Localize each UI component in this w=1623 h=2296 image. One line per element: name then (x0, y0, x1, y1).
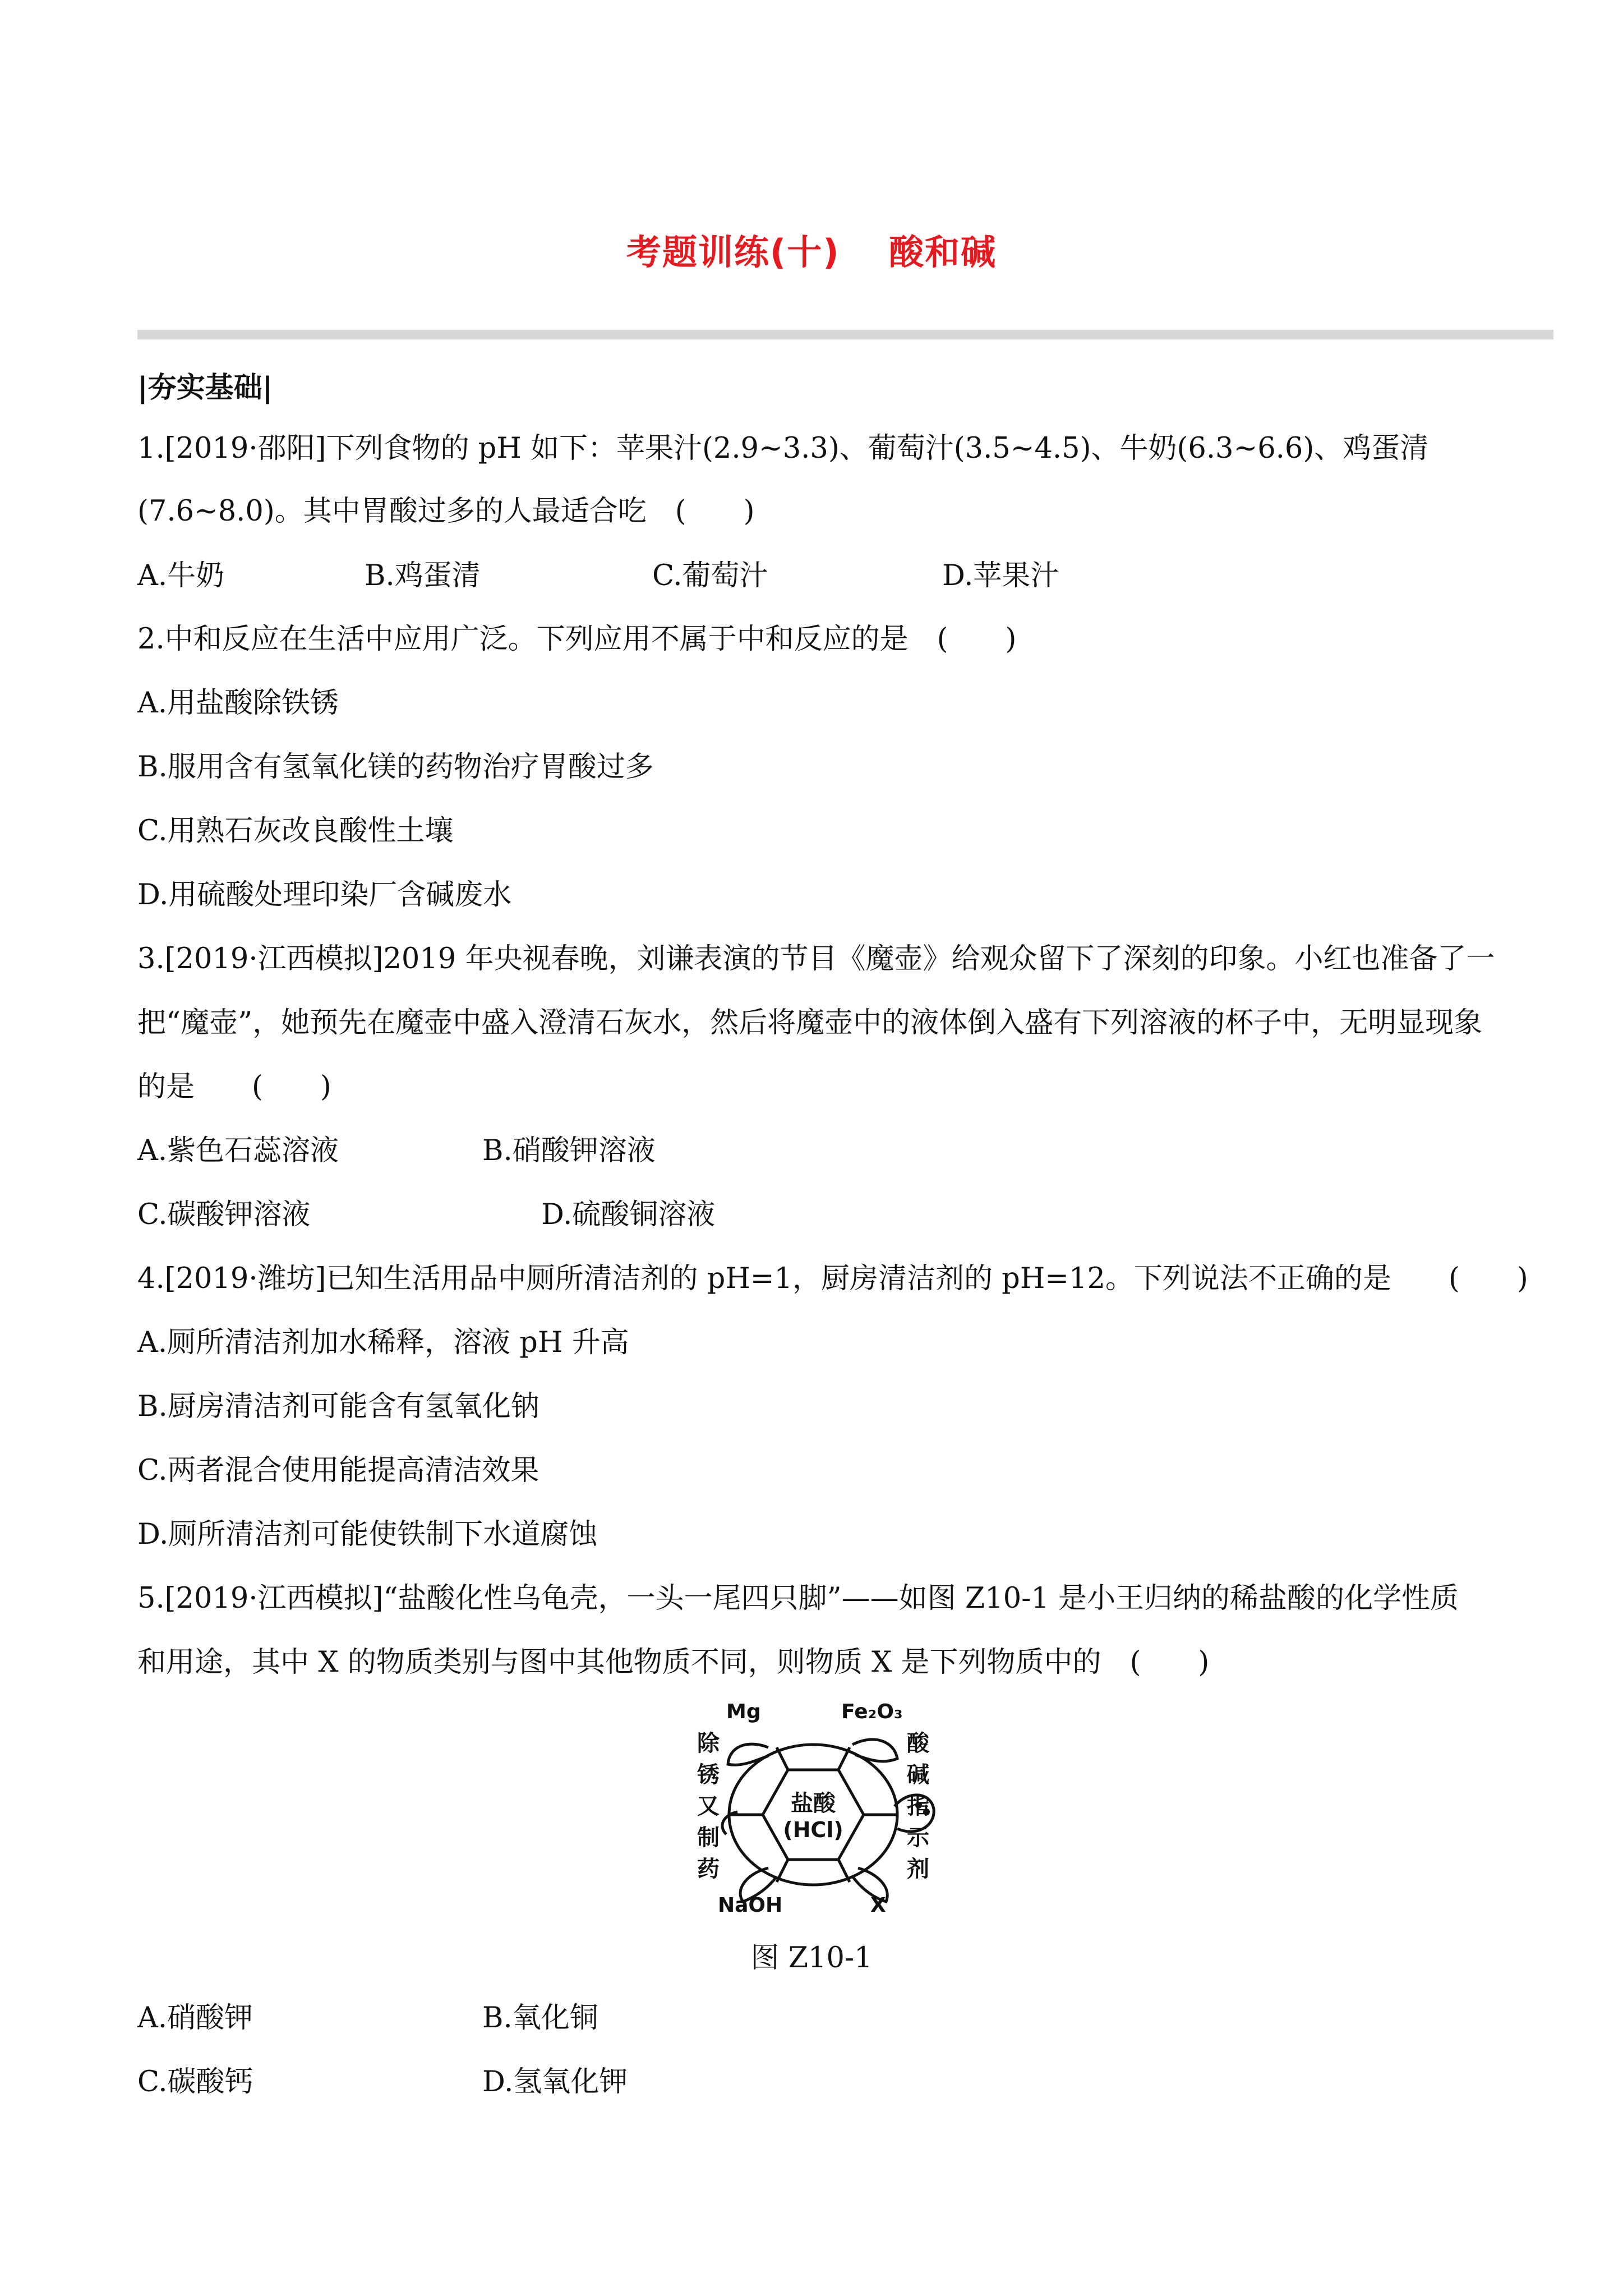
title-divider (137, 330, 1553, 339)
question-1-line-2: (7.6~8.0)。其中胃酸过多的人最适合吃 ( ) (137, 495, 755, 528)
q1-option-b: B.鸡蛋清 (365, 559, 481, 592)
turtle-center-label-2: (HCl) (783, 1818, 843, 1842)
q4-option-c: C.两者混合使用能提高清洁效果 (137, 1454, 540, 1487)
question-3-line-2: 把“魔壶”，她预先在魔壶中盛入澄清石灰水，然后将魔壶中的液体倒入盛有下列溶液的杯子中，无明显现象 (137, 1006, 1483, 1039)
left-annotation-char: 药 (697, 1856, 720, 1882)
page-title: 考题训练(十) 酸和碱 (626, 232, 997, 273)
left-annotation-char: 锈 (697, 1762, 720, 1788)
q2-option-b: B.服用含有氢氧化镁的药物治疗胃酸过多 (137, 751, 654, 784)
figure-label-x: X (870, 1894, 886, 1917)
right-annotation-char: 指 (907, 1793, 929, 1819)
right-annotation-char: 碱 (907, 1762, 929, 1788)
question-3-line-1: 3.[2019·江西模拟]2019 年央视春晚，刘谦表演的节目《魔壶》给观众留下了深刻的印象。小红也准备了一 (137, 942, 1495, 976)
figure-left-annotation (694, 1728, 722, 1885)
q5-option-d: D.氢氧化钾 (482, 2065, 628, 2099)
q4-option-d: D.厕所清洁剂可能使铁制下水道腐蚀 (137, 1518, 598, 1551)
figure-caption: 图 Z10-1 (750, 1941, 873, 1975)
q1-option-a: A.牛奶 (137, 559, 225, 592)
q4-option-a: A.厕所清洁剂加水稀释，溶液 pH 升高 (137, 1326, 629, 1359)
q1-option-c: C.葡萄汁 (652, 559, 768, 592)
question-5-line-2: 和用途，其中 X 的物质类别与图中其他物质不同，则物质 X 是下列物质中的 ( ) (137, 1646, 1210, 1679)
q3-option-b: B.硝酸钾溶液 (482, 1134, 656, 1167)
question-4-line-1: 4.[2019·潍坊]已知生活用品中厕所清洁剂的 pH=1，厨房清洁剂的 pH=12。下列说法不正确的是 ( ) (137, 1262, 1528, 1295)
question-1-line-1: 1.[2019·邵阳]下列食物的 pH 如下：苹果汁(2.9~3.3)、葡萄汁(3.5~4.5)、牛奶(6.3~6.6)、鸡蛋清 (137, 432, 1429, 465)
turtle-leg-top-left (728, 1744, 768, 1765)
turtle-leg-top-right (852, 1740, 897, 1761)
left-annotation-char: 除 (697, 1731, 720, 1756)
left-annotation-char: 制 (697, 1825, 720, 1851)
figure-right-annotation (904, 1728, 932, 1885)
q5-option-b: B.氧化铜 (482, 2001, 598, 2035)
turtle-center-label-1: 盐酸 (791, 1791, 836, 1816)
question-3-line-3: 的是 ( ) (137, 1070, 331, 1103)
figure-label-fe2o3: Fe₂O₃ (841, 1700, 903, 1723)
q3-option-c: C.碳酸钾溶液 (137, 1198, 311, 1231)
q5-option-a: A.硝酸钾 (137, 2001, 253, 2035)
question-2-line-1: 2.中和反应在生活中应用广泛。下列应用不属于中和反应的是 ( ) (137, 623, 1017, 656)
right-annotation-char: 酸 (907, 1731, 929, 1756)
q1-option-d: D.苹果汁 (942, 559, 1059, 592)
left-annotation-char: 又 (697, 1793, 720, 1819)
q2-option-d: D.用硫酸处理印染厂含碱废水 (137, 878, 512, 912)
q3-option-a: A.紫色石蕊溶液 (137, 1134, 339, 1167)
question-5-line-1: 5.[2019·江西模拟]“盐酸化性乌龟壳，一头一尾四只脚”——如图 Z10-1 是小王归纳的稀盐酸的化学性质 (137, 1582, 1459, 1615)
q2-option-c: C.用熟石灰改良酸性土壤 (137, 815, 454, 848)
section-heading: |夯实基础| (137, 371, 273, 404)
figure-label-naoh: NaOH (718, 1894, 783, 1917)
right-annotation-char: 示 (907, 1825, 929, 1851)
q3-option-d: D.硫酸铜溶液 (541, 1198, 716, 1231)
q2-option-a: A.用盐酸除铁锈 (137, 687, 339, 720)
right-annotation-char: 剂 (907, 1856, 929, 1882)
q4-option-b: B.厨房清洁剂可能含有氢氧化钠 (137, 1390, 540, 1423)
figure-label-mg: Mg (726, 1700, 761, 1723)
q5-option-c: C.碳酸钙 (137, 2065, 253, 2099)
